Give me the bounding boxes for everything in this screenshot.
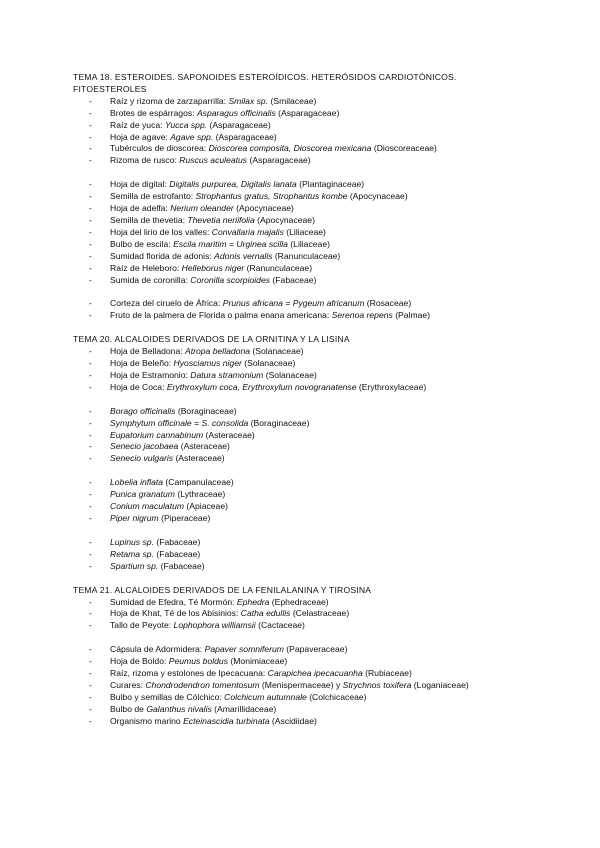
- topic-heading: TEMA 21. ALCALOIDES DERIVADOS DE LA FENILALANINA Y TIROSINA: [73, 584, 372, 595]
- species-name: Ecteinascidia turbinata: [183, 715, 270, 726]
- list-item: [73, 680, 593, 692]
- list-item: [73, 108, 593, 120]
- item-text: Corteza del ciruelo de África:: [110, 298, 223, 309]
- item-text: Brotes de espárragos:: [110, 107, 197, 118]
- item-text: Bulbo de escila:: [110, 238, 174, 249]
- species-name: Datura stramonium: [190, 369, 264, 380]
- item-text: (Asteraceae): [178, 441, 230, 452]
- species-name: Ruscus aculeatus: [179, 155, 248, 166]
- list-item: [73, 120, 593, 132]
- item-text: (Liliaceae): [283, 226, 326, 237]
- topic-heading: TEMA 20. ALCALOIDES DERIVADOS DE LA ORNITINA Y LA LISINA: [73, 334, 350, 345]
- list-item: [73, 704, 593, 716]
- list-item: [73, 251, 593, 263]
- topic-section: [73, 585, 593, 728]
- list-item: [73, 537, 593, 549]
- species-name: Yucca spp.: [164, 119, 208, 130]
- item-text: (Campanulaceae): [163, 477, 234, 488]
- item-text: (Dioscoreaceae): [371, 143, 437, 154]
- list-item: [73, 513, 593, 525]
- species-name: Catha edullis: [240, 608, 291, 619]
- item-text: (Ranunculaceae): [244, 262, 313, 273]
- species-name: Digitalis purpurea, Digitalis lanata: [169, 179, 297, 190]
- list-item: [73, 298, 593, 310]
- group-spacer: [73, 394, 593, 406]
- group-spacer: [73, 525, 593, 537]
- species-name: Helleborus niger: [181, 262, 245, 273]
- item-text: (Boraginaceae): [175, 405, 237, 416]
- item-text: (Rosaceae): [364, 298, 412, 309]
- item-text: Hoja de Beleño:: [110, 358, 174, 369]
- item-text: Tubérculos de dioscorea:: [110, 143, 209, 154]
- item-text: Raíz y rizoma de zarzaparrilla:: [110, 95, 229, 106]
- species-name: Adonis vernalis: [214, 250, 273, 261]
- item-text: Curares:: [110, 679, 146, 690]
- group-spacer: [73, 632, 593, 644]
- item-text: (Papaveraceae): [283, 644, 348, 655]
- list-item: [73, 143, 593, 155]
- list-item: [73, 441, 593, 453]
- list-item: [73, 668, 593, 680]
- list-item: [73, 155, 593, 167]
- item-text: (Erythroxylaceae): [356, 381, 427, 392]
- item-list: [73, 96, 593, 167]
- list-item: [73, 227, 593, 239]
- species-name: Lophophora williamsii: [173, 620, 256, 631]
- list-item: [73, 644, 593, 656]
- item-text: (Asteraceae): [203, 429, 255, 440]
- item-text: Fruto de la palmera de Florida o palma enana americana:: [110, 310, 332, 321]
- item-text: (Solanaceae): [250, 346, 304, 357]
- species-name: Lupinus sp.: [110, 536, 154, 547]
- item-text: (Loganiaceae): [411, 679, 469, 690]
- list-item: [73, 263, 593, 275]
- item-text: Hoja de digital:: [110, 179, 170, 190]
- list-item: [73, 608, 593, 620]
- item-text: (Monimiaceae): [228, 656, 288, 667]
- item-text: (Asteraceae): [173, 453, 225, 464]
- species-name: Prunus africana = Pygeum africanum: [222, 298, 365, 309]
- species-name: Hyosciamus niger: [173, 358, 242, 369]
- species-name: Erythroxylum coca, Erythroxylum novogranatense: [166, 381, 357, 392]
- species-name: Piper nigrum: [110, 513, 159, 523]
- item-text: (Solanaceae): [263, 369, 317, 380]
- list-item: [73, 370, 593, 382]
- item-text: (Palmae): [392, 310, 431, 321]
- list-item: [73, 561, 593, 573]
- item-text: (Piperaceae): [158, 513, 211, 523]
- item-text: (Celastraceae): [290, 608, 350, 619]
- species-name: Retama sp.: [110, 548, 154, 559]
- item-text: Tallo de Peyote:: [110, 620, 174, 631]
- item-text: Raíz de yuca:: [110, 119, 165, 130]
- species-name: Thevetia neriifolia: [187, 214, 255, 225]
- species-name: Smilax sp.: [228, 95, 269, 106]
- item-text: (Ranunculaceae): [272, 250, 341, 261]
- species-name: Dioscorea composita, Dioscorea mexicana: [208, 143, 372, 154]
- item-text: Hoja de Belladona:: [110, 346, 186, 357]
- species-name: Ephedra: [236, 596, 270, 607]
- item-text: (Fabaceae): [270, 274, 317, 285]
- species-name: Carapichea ipecacuanha: [267, 668, 363, 679]
- item-text: Hoja de Boldo:: [110, 656, 169, 667]
- group-spacer: [73, 465, 593, 477]
- item-text: Semilla de thevetia:: [110, 214, 188, 225]
- species-name: Galanthus nivalis: [146, 703, 212, 714]
- list-item: [73, 620, 593, 632]
- list-item: [73, 692, 593, 704]
- list-item: [73, 453, 593, 465]
- list-item: [73, 346, 593, 358]
- species-name: Colchicum autumnale: [224, 691, 307, 702]
- list-item: [73, 406, 593, 418]
- item-list: [73, 644, 593, 727]
- list-item: [73, 239, 593, 251]
- species-name: Papaver somniferum: [204, 644, 284, 655]
- list-item: [73, 179, 593, 191]
- species-name: Borago officinalis: [110, 405, 176, 416]
- list-item: [73, 597, 593, 609]
- list-item: [73, 430, 593, 442]
- item-text: Hoja de Khat, Té de los Abisinios:: [110, 608, 241, 619]
- item-text: Sumidad florida de adonis:: [110, 250, 215, 261]
- item-text: (Liliaceae): [287, 238, 330, 249]
- item-text: (Asparagaceae): [247, 155, 311, 166]
- species-name: Convallaria majalis: [211, 226, 284, 237]
- group-spacer: [73, 286, 593, 298]
- species-name: Lobelia inflata: [110, 477, 164, 488]
- topic-section: [73, 72, 593, 322]
- item-text: Hoja de adelfa:: [110, 203, 171, 214]
- species-name: Strychnos toxifera: [342, 679, 412, 690]
- group-spacer: [73, 167, 593, 179]
- species-name: Serenoa repens: [331, 310, 393, 321]
- list-item: [73, 656, 593, 668]
- item-text: (Apocynaceae): [347, 191, 408, 202]
- species-name: Spartium sp.: [110, 560, 159, 571]
- item-text: (Amarillidaceae): [211, 703, 277, 714]
- topic-heading: TEMA 18. ESTEROIDES. SAPONOIDES ESTEROÍDICOS. HETERÓSIDOS CARDIOTÓNICOS.: [73, 72, 457, 82]
- species-name: Conium maculatum: [110, 501, 185, 512]
- item-text: (Solanaceae): [241, 358, 296, 369]
- item-text: (Ephedraceae): [269, 596, 329, 607]
- item-text: Semilla de estrofanto:: [110, 191, 196, 202]
- item-text: Sumida de coronilla:: [110, 274, 191, 285]
- item-text: (Boraginaceae): [248, 417, 310, 428]
- list-item: [73, 477, 593, 489]
- item-text: (Ascidiidae): [269, 715, 317, 726]
- item-text: Hoja de Estramonio:: [110, 369, 191, 380]
- item-text: (Lythraceae): [174, 489, 226, 500]
- list-item: [73, 418, 593, 430]
- item-text: Cápsula de Adormidera:: [110, 644, 205, 655]
- item-text: (Colchicaceae): [306, 691, 367, 702]
- species-name: Punica granatum: [110, 489, 175, 500]
- topic-heading: FITOESTEROLES: [73, 83, 147, 94]
- item-text: (Apiaceae): [184, 501, 228, 512]
- list-item: [73, 489, 593, 501]
- item-text: Hoja del lirio de los valles:: [110, 226, 212, 237]
- item-list: [73, 346, 593, 394]
- species-name: Agave spp.: [170, 131, 214, 142]
- list-item: [73, 132, 593, 144]
- item-text: Hoja de agave:: [110, 131, 171, 142]
- item-text: Hoja de Coca:: [110, 381, 167, 392]
- item-list: [73, 477, 593, 525]
- list-item: [73, 96, 593, 108]
- item-list: [73, 179, 593, 286]
- item-list: [73, 298, 593, 322]
- list-item: [73, 215, 593, 227]
- list-item: [73, 382, 593, 394]
- species-name: Senecio jacobaea: [110, 441, 179, 452]
- item-text: (Rubiaceae): [362, 668, 412, 679]
- list-item: [73, 203, 593, 215]
- item-text: (Plantaginaceae): [296, 179, 365, 190]
- species-name: Symphytum officinale = S. consolida: [110, 417, 249, 428]
- item-text: (Fabaceae): [158, 560, 205, 571]
- item-text: Bulbo de: [110, 703, 147, 714]
- list-item: [73, 358, 593, 370]
- item-text: Bulbo y semillas de Cólchico:: [110, 691, 225, 702]
- species-name: Coronilla scorpioides: [190, 274, 271, 285]
- species-name: Chondrodendron tomentosum: [145, 679, 260, 690]
- item-text: Raíz, rizoma y estolones de Ipecacuana:: [110, 668, 268, 679]
- list-item: [73, 716, 593, 728]
- species-name: Atropa belladona: [185, 346, 250, 357]
- species-name: Senecio vulgaris: [110, 453, 174, 464]
- species-name: Asparagus officinalis: [196, 107, 276, 118]
- item-text: (Menispermaceae) y: [259, 679, 343, 690]
- item-text: (Cactaceae): [255, 620, 305, 631]
- item-text: Sumidad de Efedra, Té Mormón:: [110, 596, 237, 607]
- item-text: (Apocynaceae): [254, 214, 315, 225]
- item-text: Organismo marino: [110, 715, 184, 726]
- list-item: [73, 549, 593, 561]
- document-content: [73, 72, 593, 728]
- species-name: Peumus boldus: [168, 656, 229, 667]
- list-item: [73, 275, 593, 287]
- item-list: [73, 597, 593, 633]
- list-item: [73, 501, 593, 513]
- item-text: (Asparagaceae): [207, 119, 271, 130]
- species-name: Strophantus gratus, Strophantus kombe: [195, 191, 348, 202]
- item-text: (Asparagaceae): [275, 107, 340, 118]
- item-text: (Apocynaceae): [233, 203, 294, 214]
- item-text: Raíz de Heleboro:: [110, 262, 182, 273]
- species-name: Eupatorium cannabinum: [110, 429, 204, 440]
- item-text: (Fabaceae): [153, 548, 201, 559]
- species-name: Nerium oleander: [170, 203, 234, 214]
- topic-section: [73, 334, 593, 572]
- item-text: (Smilaceae): [268, 95, 317, 106]
- species-name: Escila maritim = Urginea scilla: [173, 238, 288, 249]
- list-item: [73, 310, 593, 322]
- item-text: Rizoma de rusco:: [110, 155, 180, 166]
- item-list: [73, 406, 593, 466]
- item-text: (Fabaceae): [153, 536, 201, 547]
- list-item: [73, 191, 593, 203]
- item-text: (Asparagaceae): [213, 131, 277, 142]
- item-list: [73, 537, 593, 573]
